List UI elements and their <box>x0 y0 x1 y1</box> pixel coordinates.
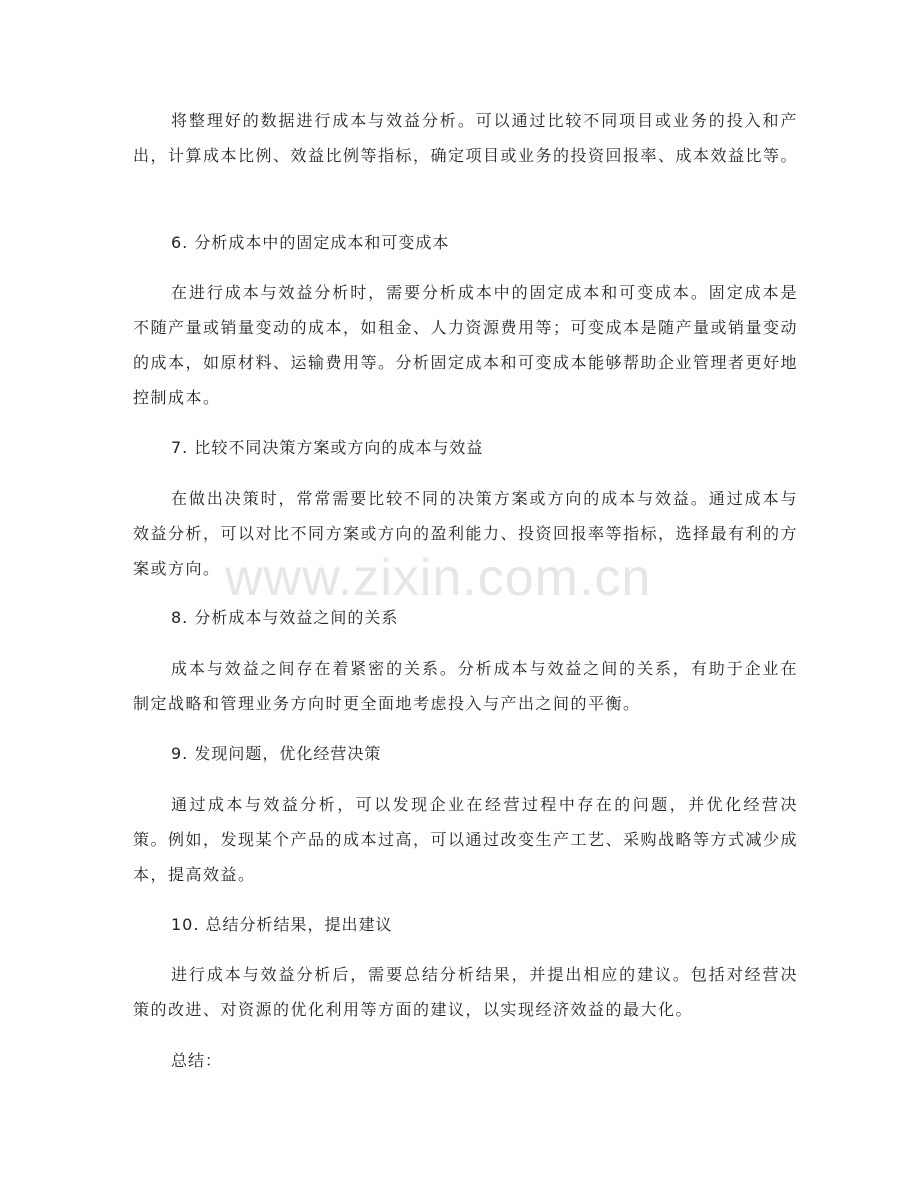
heading-8-cost-benefit-relationship: 8. 分析成本与效益之间的关系 <box>171 608 399 627</box>
paragraph-compare-options: 在做出决策时，常常需要比较不同的决策方案或方向的成本与效益。通过成本与效益分析，可以对比不同方案或方向的盈利能力、投资回报率等指标，选择最有利的方案或方向。 <box>133 489 799 578</box>
paragraph-summarize-results: 进行成本与效益分析后，需要总结分析结果，并提出相应的建议。包括对经营决策的改进、对资源的优化利用等方面的建议，以实现经济效益的最大化。 <box>133 965 798 1019</box>
paragraph-find-problems: 通过成本与效益分析，可以发现企业在经营过程中存在的问题，并优化经营决策。例如，发现某个产品的成本过高，可以通过改变生产工艺、采购战略等方式减少成本，提高效益。 <box>133 795 799 884</box>
heading-summary: 总结： <box>171 1051 223 1070</box>
watermark-text: www.zixin.com.cn <box>225 549 652 607</box>
heading-7-compare-options: 7. 比较不同决策方案或方向的成本与效益 <box>171 438 484 457</box>
paragraph-cost-benefit-relationship: 成本与效益之间存在着紧密的关系。分析成本与效益之间的关系，有助于企业在制定战略和管理业务方向时更全面地考虑投入与产出之间的平衡。 <box>133 659 798 713</box>
paragraph-analysis-intro: 将整理好的数据进行成本与效益分析。可以通过比较不同项目或业务的投入和产出，计算成本比例、效益比例等指标，确定项目或业务的投资回报率、成本效益比等。 <box>133 111 799 165</box>
heading-6-fixed-variable-cost: 6. 分析成本中的固定成本和可变成本 <box>171 233 450 252</box>
heading-9-find-problems: 9. 发现问题，优化经营决策 <box>171 744 382 763</box>
heading-10-summarize-results: 10. 总结分析结果，提出建议 <box>171 915 393 934</box>
paragraph-fixed-variable-cost: 在进行成本与效益分析时，需要分析成本中的固定成本和可变成本。固定成本是不随产量或销量变动的成本，如租金、人力资源费用等；可变成本是随产量或销量变动的成本，如原材料、运输费用等。分析固定成本和可变成本能够帮助企业管理者更好地控制成本。 <box>133 283 799 407</box>
